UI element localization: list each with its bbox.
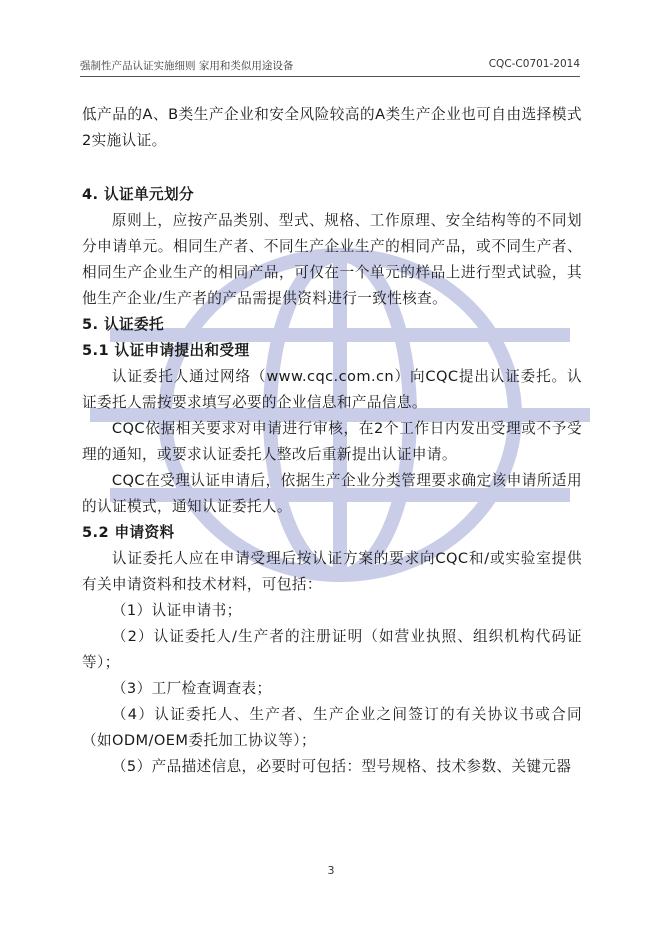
document-code: CQC-C0701-2014 [488,58,580,70]
list-item: （1）认证申请书； [111,602,242,619]
section-5-heading: 5. 认证委托 [82,316,164,333]
section-4-paragraph: 原则上，应按产品类别、型式、规格、工作原理、安全结构等的不同划分申请单元。相同生产者、不同生产企业生产的相同产品，或不同生产者、相同生产企业生产的相同产品，可仅在一个单元的样品上进行型式试验，其他生产企业/生产者的产品需提供资料进行一致性核查。 [82,212,582,307]
continuation-paragraph: 低产品的A、B类生产企业和安全风险较高的A类生产企业也可自由选择模式2实施认证。 [82,106,582,149]
section-5-1-paragraph-2: CQC依据相关要求对申请进行审核，在2个工作日内发出受理或不予受理的通知，或要求认证委托人整改后重新提出认证申请。 [82,420,582,463]
section-5-1-heading: 5.1 认证申请提出和受理 [82,342,250,359]
section-5-2-heading: 5.2 申请资料 [82,524,175,541]
section-4-heading: 4. 认证单元划分 [82,186,194,203]
section-5-2-paragraph: 认证委托人应在申请受理后按认证方案的要求向CQC和/或实验室提供有关申请资料和技术材料，可包括： [82,550,582,593]
list-item: （5）产品描述信息，必要时可包括：型号规格、技术参数、关键元器 [111,758,572,775]
page-number: 3 [327,864,335,877]
list-item: （4）认证委托人、生产者、生产企业之间签订的有关协议书或合同（如ODM/OEM委托加工协议等）； [82,706,582,749]
document-body [82,102,582,780]
page-header [80,58,580,77]
header-title: 强制性产品认证实施细则 家用和类似用途设备 [80,60,294,72]
section-5-1-paragraph-1: 认证委托人通过网络（www.cqc.com.cn）向CQC提出认证委托。认证委托人需按要求填写必要的企业信息和产品信息。 [82,368,582,411]
section-5-1-paragraph-3: CQC在受理认证申请后，依据生产企业分类管理要求确定该申请所适用的认证模式，通知认证委托人。 [82,472,582,515]
list-item: （3）工厂检查调查表； [111,680,272,697]
list-item: （2）认证委托人/生产者的注册证明（如营业执照、组织机构代码证等）； [82,628,582,671]
